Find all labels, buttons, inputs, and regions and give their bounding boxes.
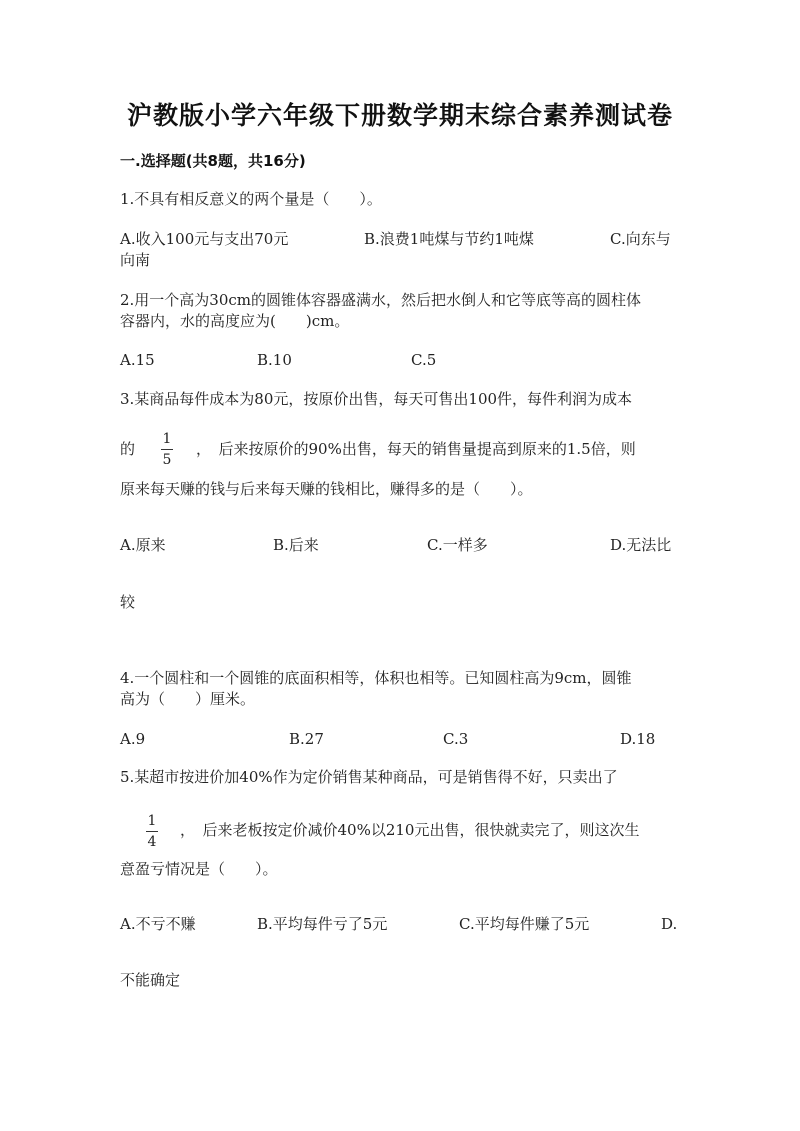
fraction-denominator: 4 bbox=[147, 834, 157, 850]
question-3-line-2-prefix: 的 bbox=[120, 440, 136, 458]
question-4-option-b: B.27 bbox=[289, 730, 324, 748]
question-3-option-wrap: 较 bbox=[120, 593, 136, 611]
question-4-option-a: A.9 bbox=[120, 730, 146, 748]
question-5-option-b: B.平均每件亏了5元 bbox=[257, 915, 388, 933]
question-4-option-d: D.18 bbox=[620, 730, 656, 748]
fraction-numerator: 1 bbox=[162, 431, 172, 447]
question-2-option-b: B.10 bbox=[257, 351, 292, 369]
question-1-option-wrap: 向南 bbox=[120, 251, 151, 269]
question-5-option-a: A.不亏不赚 bbox=[120, 915, 196, 933]
fraction-numerator: 1 bbox=[147, 813, 157, 829]
question-1-option-b: B.浪费1吨煤与节约1吨煤 bbox=[364, 230, 534, 248]
question-5-option-c: C.平均每件赚了5元 bbox=[459, 915, 590, 933]
question-4-option-c: C.3 bbox=[443, 730, 469, 748]
question-2-option-c: C.5 bbox=[411, 351, 437, 369]
question-1-option-a: A.收入100元与支出70元 bbox=[120, 230, 289, 248]
question-3-fraction bbox=[160, 431, 174, 468]
question-1-stem: 1.不具有相反意义的两个量是（ ）。 bbox=[120, 190, 382, 208]
question-3-option-c: C.一样多 bbox=[427, 536, 488, 554]
question-4-line-2: 高为（ ）厘米。 bbox=[120, 690, 256, 708]
question-5-line-1: 5.某超市按进价加40%作为定价销售某种商品，可是销售得不好，只卖出了 bbox=[120, 768, 618, 786]
question-3-line-1: 3.某商品每件成本为80元，按原价出售，每天可售出100件，每件利润为成本 bbox=[120, 390, 633, 408]
fraction-bar bbox=[146, 831, 158, 832]
fraction-denominator: 5 bbox=[162, 452, 172, 468]
question-3-line-3: 原来每天赚的钱与后来每天赚的钱相比，赚得多的是（ ）。 bbox=[120, 480, 533, 498]
section-heading: 一.选择题(共8题，共16分) bbox=[120, 152, 306, 170]
question-2-line-1: 2.用一个高为30cm的圆锥体容器盛满水，然后把水倒人和它等底等高的圆柱体 bbox=[120, 291, 642, 309]
question-5-fraction bbox=[145, 813, 159, 850]
question-4-line-1: 4.一个圆柱和一个圆锥的底面积相等，体积也相等。已知圆柱高为9cm，圆锥 bbox=[120, 669, 632, 687]
question-1-option-c: C.向东与 bbox=[610, 230, 671, 248]
question-2-option-a: A.15 bbox=[120, 351, 155, 369]
page-title: 沪教版小学六年级下册数学期末综合素养测试卷 bbox=[126, 101, 673, 130]
question-2-line-2: 容器内，水的高度应为( )cm。 bbox=[120, 312, 350, 330]
question-3-line-2-suffix: ， 后来按原价的90%出售，每天的销售量提高到原来的1.5倍，则 bbox=[196, 440, 636, 458]
question-3-option-a: A.原来 bbox=[120, 536, 166, 554]
question-5-line-2-suffix: ， 后来老板按定价减价40%以210元出售，很快就卖完了，则这次生 bbox=[180, 821, 640, 839]
question-5-option-d: D. bbox=[661, 915, 678, 933]
fraction-bar bbox=[161, 449, 173, 450]
question-3-option-b: B.后来 bbox=[273, 536, 319, 554]
question-5-line-3: 意盈亏情况是（ ）。 bbox=[120, 860, 278, 878]
question-5-option-wrap: 不能确定 bbox=[120, 971, 181, 989]
question-3-option-d: D.无法比 bbox=[610, 536, 672, 554]
